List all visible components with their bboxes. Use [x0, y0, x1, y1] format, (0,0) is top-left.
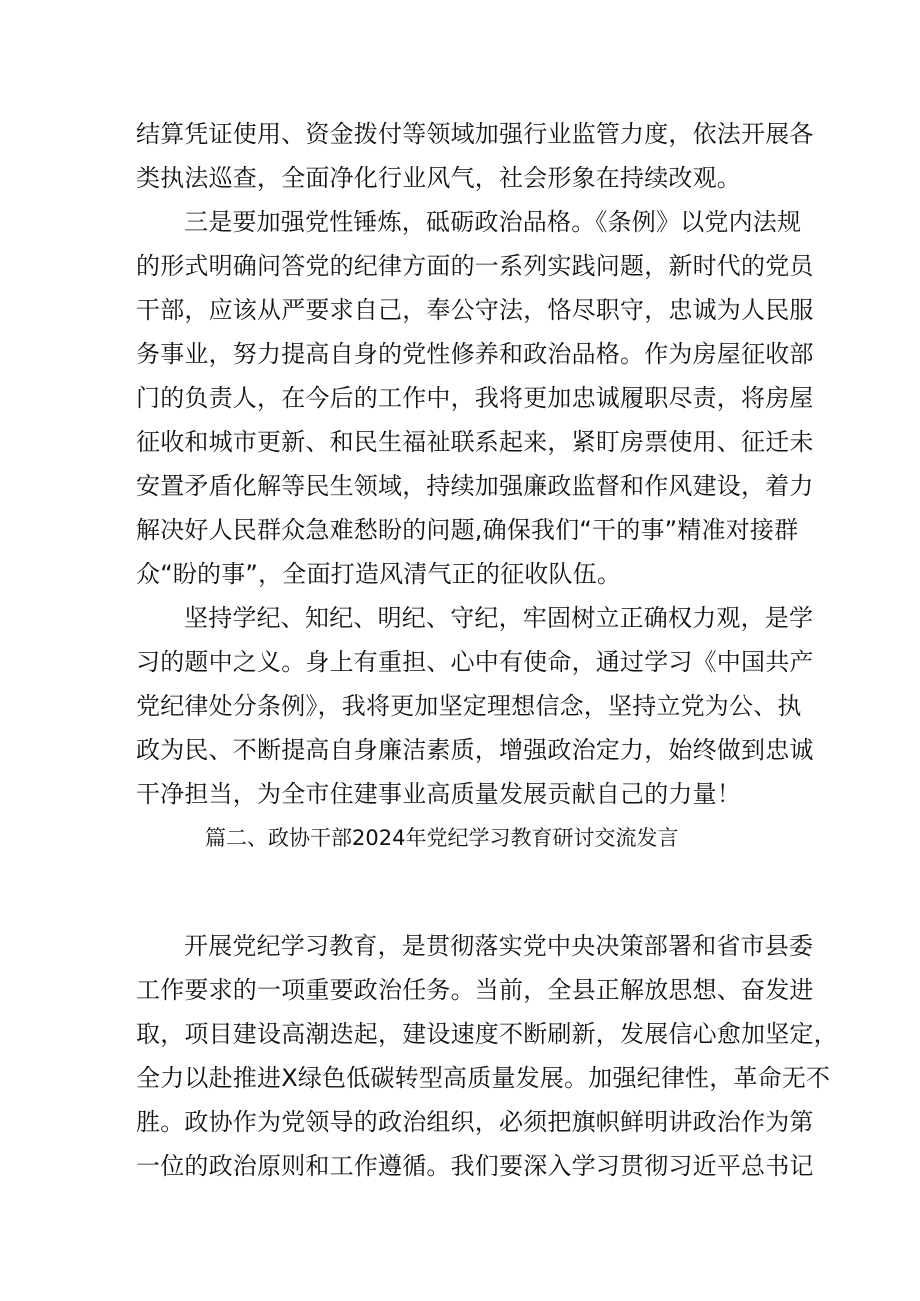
paragraph-line: 解决好人民群众急难愁盼的问题,确保我们“干的事”精准对接群 [136, 516, 799, 544]
paragraph-line: 政为民、不断提高自身廉洁素质，增强政治定力，始终做到忠诚 [136, 736, 814, 764]
paragraph-line: 务事业，努力提高自身的党性修养和政治品格。作为房屋征收部 [136, 340, 814, 368]
paragraph-line: 干净担当，为全市住建事业高质量发展贡献自己的力量！ [136, 780, 741, 808]
paragraph-line: 干部，应该从严要求自己，奉公守法，恪尽职守，忠诚为人民服 [136, 296, 814, 324]
paragraph-line: 党纪律处分条例》，我将更加坚定理想信念，坚持立党为公、执 [136, 692, 802, 720]
paragraph-line: 全力以赴推进X绿色低碳转型高质量发展。加强纪律性，革命无不 [136, 1064, 831, 1092]
paragraph-line: 征收和城市更新、和民生福祉联系起来，紧盯房票使用、征迁未 [136, 428, 814, 456]
paragraph-line: 习的题中之义。身上有重担、心中有使命，通过学习《中国共产 [136, 648, 814, 676]
paragraph-line: 取，项目建设高潮迭起，建设速度不断刷新，发展信心愈加坚定， [136, 1020, 838, 1048]
paragraph-line: 胜。政协作为党领导的政治组织，必须把旗帜鲜明讲政治作为第 [136, 1108, 814, 1136]
paragraph-line: 工作要求的一项重要政治任务。当前，全县正解放思想、奋发进 [136, 976, 814, 1004]
paragraph-line: 门的负责人，在今后的工作中，我将更加忠诚履职尽责，将房屋 [136, 384, 814, 412]
paragraph-line: 结算凭证使用、资金拨付等领域加强行业监管力度，依法开展各 [136, 120, 814, 148]
section-heading: 篇二、政协干部2024年党纪学习教育研讨交流发言 [205, 826, 679, 850]
paragraph-line: 开展党纪学习教育，是贯彻落实党中央决策部署和省市县委 [184, 932, 814, 960]
paragraph-line: 众“盼的事”，全面打造风清气正的征收队伍。 [136, 560, 622, 588]
paragraph-line: 类执法巡查，全面净化行业风气，社会形象在持续改观。 [136, 164, 741, 192]
paragraph-line: 一位的政治原则和工作遵循。我们要深入学习贯彻习近平总书记 [136, 1152, 814, 1180]
paragraph-line: 三是要加强党性锤炼，砥砺政治品格。《条例》以党内法规 [184, 208, 802, 236]
paragraph-line: 安置矛盾化解等民生领域，持续加强廉政监督和作风建设，着力 [136, 472, 814, 500]
paragraph-line: 坚持学纪、知纪、明纪、守纪，牢固树立正确权力观，是学 [184, 604, 814, 632]
paragraph-line: 的形式明确问答党的纪律方面的一系列实践问题，新时代的党员 [136, 252, 814, 280]
